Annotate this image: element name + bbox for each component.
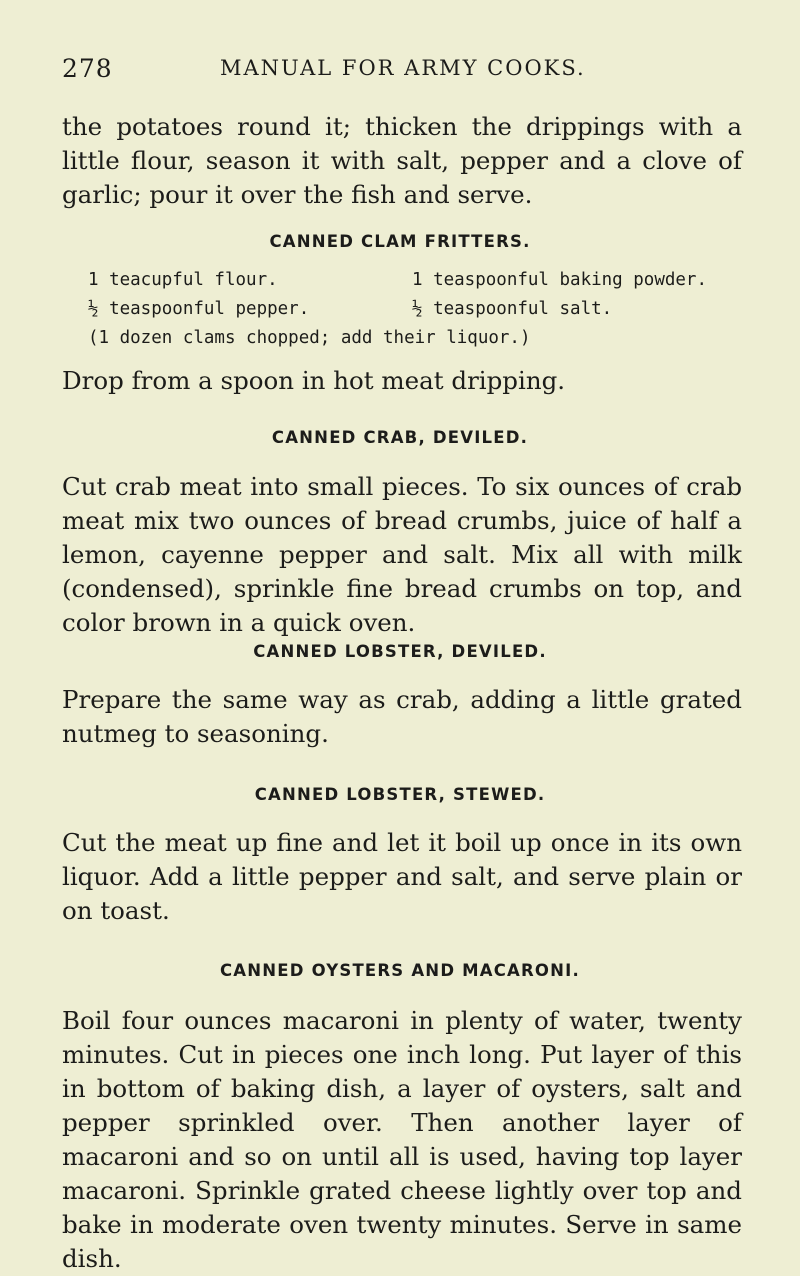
page-number: 278 <box>62 54 113 83</box>
running-title: MANUAL FOR ARMY COOKS. <box>220 56 586 80</box>
recipe-instructions-lobster-stewed: Cut the meat up fine and let it boil up once in its own liquor. Add a little pepper and salt, and serve plain or on toast. <box>62 828 742 925</box>
recipe-title-lobster-stewed: CANNED LOBSTER, STEWED. <box>254 785 546 804</box>
recipe-instructions-clam-fritters: Drop from a spoon in hot meat dripping. <box>62 366 566 395</box>
ingredient-flour: 1 teacupful flour. <box>88 270 278 290</box>
recipe-title-clam-fritters: CANNED CLAM FRITTERS. <box>269 232 531 251</box>
ingredient-salt: ½ teaspoonful salt. <box>412 299 613 319</box>
recipe-instructions-oysters-macaroni: Boil four ounces macaroni in plenty of water, twenty minutes. Cut in pieces one inch long. Put layer of this in bottom of baking dish, a layer of oysters, salt and pepper sprinkled over. Then another layer of macaroni and so on until all is used, having top layer macaroni. Sprinkle grated cheese lightly over top and bake in moderate oven twenty minutes. Serve in same dish. <box>62 1006 742 1273</box>
recipe-title-crab-deviled: CANNED CRAB, DEVILED. <box>271 428 529 447</box>
running-header <box>62 54 752 90</box>
ingredient-baking-powder: 1 teaspoonful baking powder. <box>412 270 708 290</box>
recipe-title-lobster-deviled: CANNED LOBSTER, DEVILED. <box>253 642 547 661</box>
ingredient-note: (1 dozen clams chopped; add their liquor.) <box>88 328 531 348</box>
recipe-title-oysters-macaroni: CANNED OYSTERS AND MACARONI. <box>220 961 580 980</box>
recipe-instructions-lobster-deviled: Prepare the same way as crab, adding a little grated nutmeg to seasoning. <box>62 685 742 748</box>
ingredient-pepper: ½ teaspoonful pepper. <box>88 299 310 319</box>
intro-paragraph: the potatoes round it; thicken the drippings with a little flour, season it with salt, pepper and a clove of garlic; pour it over the fish and serve. <box>62 112 742 209</box>
recipe-instructions-crab-deviled: Cut crab meat into small pieces. To six ounces of crab meat mix two ounces of bread crumbs, juice of half a lemon, cayenne pepper and salt. Mix all with milk (condensed), sprinkle fine bread crumbs on top, and color brown in a quick oven. <box>62 472 742 637</box>
